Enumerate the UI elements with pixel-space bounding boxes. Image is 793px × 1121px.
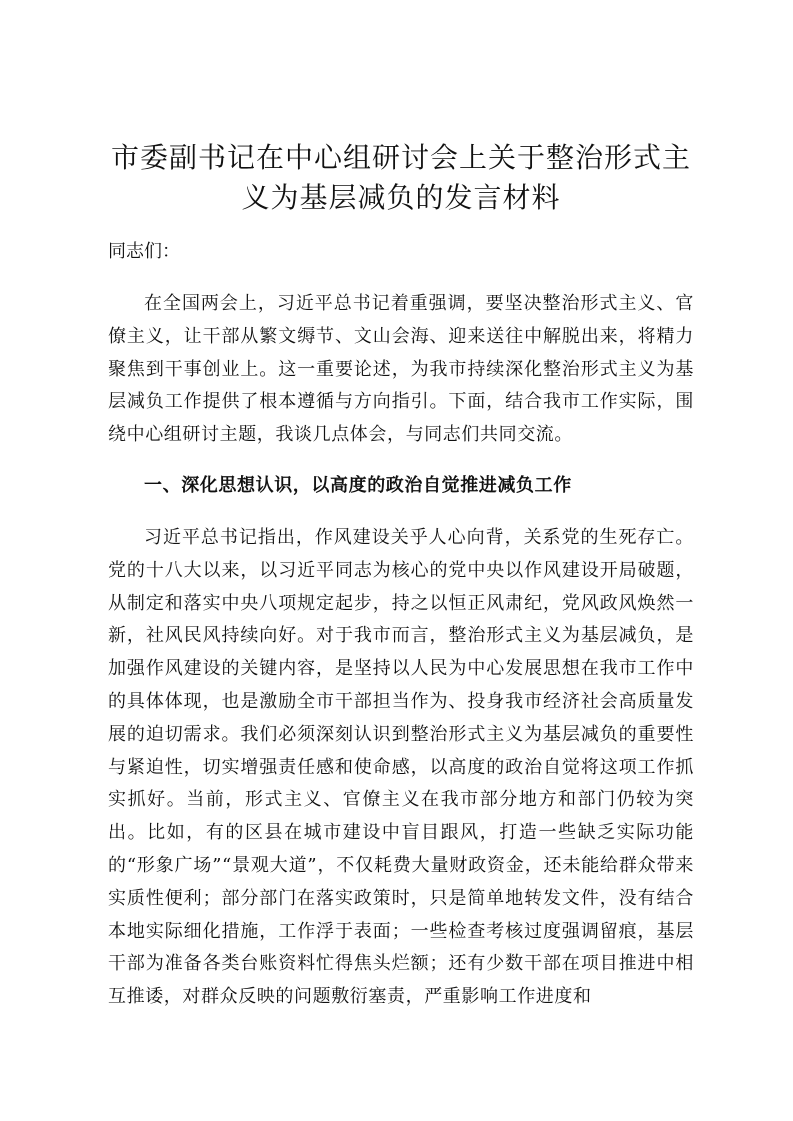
document-title: 市委副书记在中心组研讨会上关于整治形式主义为基层减负的发言材料 bbox=[110, 141, 691, 214]
intro-paragraph: 在全国两会上，习近平总书记着重强调，要坚决整治形式主义、官僚主义，让干部从繁文缛节、文山会海、迎来送往中解脱出来，将精力聚焦到干事创业上。这一重要论述，为我市持续深化整治形式主义为基层减负工作提供了根本遵循与方向指引。下面，结合我市工作实际，围绕中心组研讨主题，我谈几点体会，与同志们共同交流。 bbox=[108, 293, 694, 446]
document-page bbox=[108, 138, 694, 1032]
greeting: 同志们： bbox=[108, 241, 180, 262]
section-heading: 一、深化思想认识，以高度的政治自觉推进减负工作 bbox=[144, 474, 572, 496]
section-body-paragraph: 习近平总书记指出，作风建设关乎人心向背，关系党的生死存亡。党的十八大以来，以习近平同志为核心的党中央以作风建设开局破题，从制定和落实中央八项规定起步，持之以恒正风肃纪，党风政风焕然一新，社风民风持续向好。对于我市而言，整治形式主义为基层减负，是加强作风建设的关键内容，是坚持以人民为中心发展思想在我市工作中的具体体现，也是激励全市干部担当作为、投身我市经济社会高质量发展的迫切需求。我们必须深刻认识到整治形式主义为基层减负的重要性与紧迫性，切实增强责任感和使命感，以高度的政治自觉将这项工作抓实抓好。当前，形式主义、官僚主义在我市部分地方和部门仍较为突出。比如，有的区县在城市建设中盲目跟风，打造一些缺乏实际功能的“形象广场”“景观大道”，不仅耗费大量财政资金，还未能给群众带来实质性便利；部分部门在落实政策时，只是简单地转发文件，没有结合本地实际细化措施，工作浮于表面；一些检查考核过度强调留痕，基层干部为准备各类台账资料忙得焦头烂额；还有少数干部在项目推进中相互推诿，对群众反映的问题敷衍塞责，严重影响工作进度和 bbox=[108, 526, 694, 1008]
